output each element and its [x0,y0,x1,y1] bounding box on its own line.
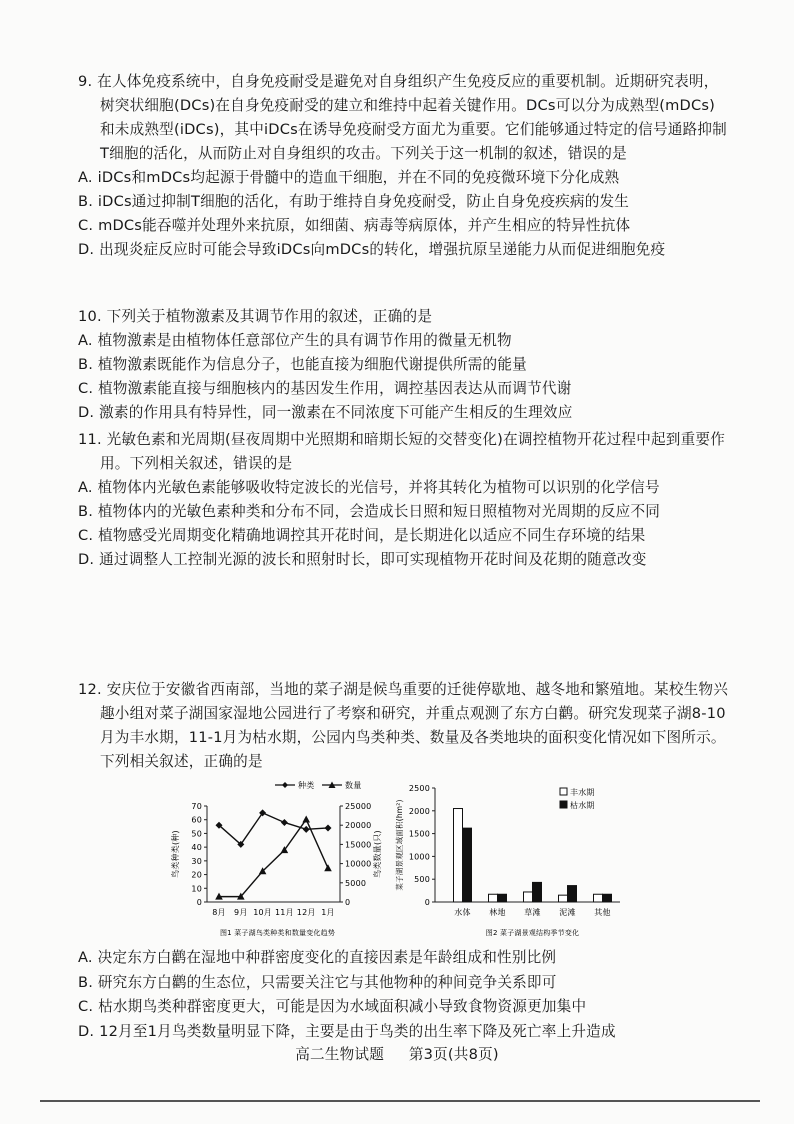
chart1-legend-kinds-marker [282,782,288,788]
chart1-kinds-point [303,826,310,833]
chart2-y-label: 菜子湖景观区域面积(hm²) [395,799,404,891]
chart1-right-tick-label: 10000 [345,859,372,869]
chart1-x-tick-label: 12月 [296,908,316,917]
question-11 [78,428,728,572]
chart2-y-tick-label: 2500 [408,784,430,793]
chart2-y-tick-label: 1500 [408,829,430,839]
chart1-left-tick-label: 30 [191,856,202,866]
question-9 [78,70,728,262]
chart2-x-tick-label: 其他 [594,908,611,917]
chart1-count-point [259,867,267,874]
chart1-left-tick-label: 60 [191,815,202,825]
chart1-right-tick-label: 0 [345,898,351,907]
chart2-bar-dry-season [463,828,472,902]
question-stem: 12. 安庆位于安徽省西南部，当地的菜子湖是候鸟重要的迁徙停歇地、越冬地和繁殖地。某校生物兴趣小组对菜子湖国家湿地公园进行了考察和研究，并重点观测了东方白鹳。研究发现菜子湖8-10月为丰水期，11-1月为枯水期，公园内鸟类种类、数量及各类地块的面积变化情况如下图所示。下列相关叙述，正确的是 [78,681,728,770]
chart2-legend-swatch [560,788,567,795]
option-d: D. 出现炎症反应时可能会导致iDCs向mDCs的转化，增强抗原呈递能力从而促进细胞免疫 [78,241,666,258]
chart2-bar-wet-season [559,895,568,902]
chart2-bar-wet-season [524,892,533,902]
chart2-x-tick-label: 泥滩 [559,908,576,917]
chart1-kinds-point [325,824,332,831]
chart1-series-kinds-line [219,813,328,845]
question-10 [78,305,728,425]
chart2-bar-dry-season [603,894,612,902]
option-a: A. iDCs和mDCs均起源于骨髓中的造血干细胞，并在不同的免疫微环境下分化成熟 [78,169,620,186]
option-c: C. 枯水期鸟类种群密度更大，可能是因为水域面积减小导致食物资源更加集中 [78,998,587,1015]
chart1-series-count-line [219,819,328,896]
chart2-y-tick-label: 500 [414,875,430,885]
chart2-y-tick-label: 0 [424,898,430,907]
chart2-x-tick-label: 草滩 [524,908,541,917]
chart1-legend-count-label: 数量 [345,781,362,790]
option-d: D. 通过调整人工控制光源的波长和照射时长，即可实现植物开花时间及花期的随意改变 [78,551,647,568]
chart1-left-tick-label: 70 [191,802,202,811]
option-b: B. 植物体内的光敏色素种类和分布不同，会造成长日照和短日照植物对光周期的反应不同 [78,503,661,520]
option-c: C. 植物激素能直接与细胞核内的基因发生作用，调控基因表达从而调节代谢 [78,380,572,397]
chart1-kinds-point [216,822,223,829]
chart1-left-tick-label: 40 [191,843,202,853]
chart1-title: 图1 菜子湖鸟类种类和数量变化趋势 [219,929,336,937]
chart2-bar-dry-season [533,882,542,902]
chart2-legend-swatch [560,801,567,808]
chart1-legend-count-marker [329,782,336,789]
footer-page-number: 第3页(共8页) [408,1046,499,1063]
page-footer [0,1043,794,1064]
question-12 [78,678,728,774]
chart1-left-tick-label: 20 [191,870,202,880]
chart1-count-point [302,815,310,822]
chart1-x-tick-label: 10月 [253,908,272,917]
chart2-title: 图2 菜子湖景观结构季节变化 [485,929,580,937]
chart1-left-tick-label: 50 [191,829,202,839]
chart1-left-tick-label: 10 [191,884,202,894]
option-d: D. 激素的作用具有特异性，同一激素在不同浓度下可能产生相反的生理效应 [78,404,573,421]
chart1-legend-kinds-label: 种类 [298,781,315,790]
chart2-y-tick-label: 2000 [408,806,430,816]
option-a: A. 决定东方白鹳在湿地中种群密度变化的直接因素是年龄组成和性别比例 [78,949,557,966]
chart1-x-tick-label: 9月 [234,908,248,917]
bottom-rule [40,1100,760,1102]
chart1-right-tick-label: 5000 [345,878,367,888]
question-stem: 9. 在人体免疫系统中，自身免疫耐受是避免对自身组织产生免疫反应的重要机制。近期研究表明，树突状细胞(DCs)在自身免疫耐受的建立和维持中起着关键作用。DCs可以分为成熟型(mDCs)和未成熟型(iDCs)，其中iDCs在诱导免疫耐受方面尤为重要。它们能够通过特定的信号通路抑制T细胞的活化，从而防止对自身组织的攻击。下列关于这一机制的叙述，错误的是 [78,73,727,162]
chart1-x-tick-label: 11月 [275,908,294,917]
option-a: A. 植物体内光敏色素能够吸收特定波长的光信号，并将其转化为植物可以识别的化学信号 [78,479,660,496]
chart2-bar-dry-season [498,894,507,902]
chart1-x-tick-label: 8月 [212,908,226,917]
option-a: A. 植物激素是由植物体任意部位产生的具有调节作用的微量无机物 [78,332,512,349]
chart1-kinds-point [259,809,266,816]
chart1-y2-label: 鸟类数量(只) [373,830,382,878]
option-b: B. 植物激素既能作为信息分子，也能直接为细胞代谢提供所需的能量 [78,356,527,373]
question-stem: 10. 下列关于植物激素及其调节作用的叙述，正确的是 [78,308,433,325]
chart2-bar-wet-season [489,894,498,902]
option-b: B. iDCs通过抑制T细胞的活化，有助于维持自身免疫耐受，防止自身免疫疾病的发生 [78,193,630,210]
chart2-bar-wet-season [594,894,603,902]
chart1-right-tick-label: 15000 [345,840,372,850]
chart1-count-point [237,893,245,900]
chart2-bar-wet-season [454,809,463,902]
option-c: C. mDCs能吞噬并处理外来抗原，如细菌、病毒等病原体，并产生相应的特异性抗体 [78,217,631,234]
question-stem: 11. 光敏色素和光周期(昼夜周期中光照期和暗期长短的交替变化)在调控植物开花过程中起到重要作用。下列相关叙述，错误的是 [78,431,725,472]
chart1-right-tick-label: 25000 [345,802,372,811]
chart2-legend-label: 枯水期 [570,801,595,810]
chart2-x-tick-label: 林地 [489,908,506,917]
footer-subject: 高二生物试题 [295,1046,384,1063]
chart2-y-tick-label: 1000 [408,852,430,862]
chart1-left-tick-label: 0 [196,898,202,907]
question-12-options [78,946,728,1044]
chart1-kinds-point [237,841,244,848]
chart1-kinds-point [281,819,288,826]
chart1-count-point [281,846,289,853]
chart1-count-point [215,893,223,900]
chart1-x-tick-label: 1月 [321,908,335,917]
chart2-x-tick-label: 水体 [454,908,471,917]
option-b: B. 研究东方白鹳的生态位，只需要关注它与其他物种的种间竞争关系即可 [78,973,557,991]
option-c: C. 植物感受光周期变化精确地调控其开花时间，是长期进化以适应不同生存环境的结果 [78,527,646,544]
option-d: D. 12月至1月鸟类数量明显下降，主要是由于鸟类的出生率下降及死亡率上升造成 [78,1022,616,1040]
chart2-legend-label: 丰水期 [570,788,595,797]
chart1-count-point [324,864,332,871]
chart1-y-label: 鸟类种类(种) [171,830,180,878]
chart2-bar-dry-season [568,886,577,902]
chart1-right-tick-label: 20000 [345,821,372,831]
